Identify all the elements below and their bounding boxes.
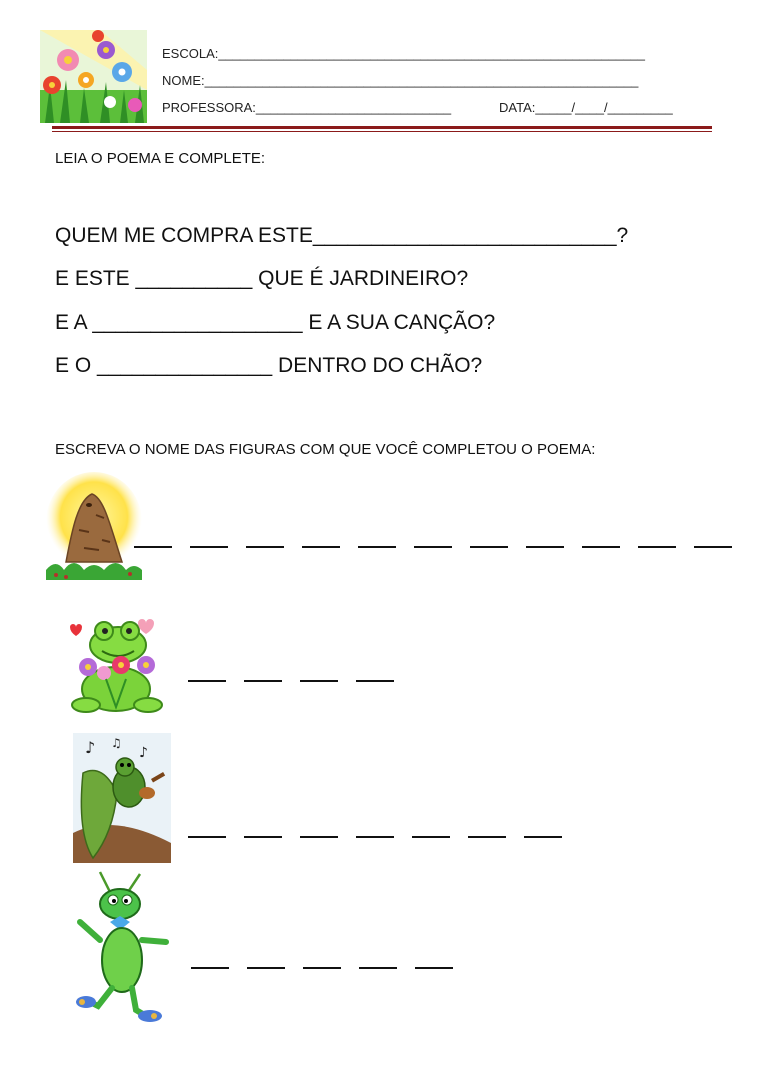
answer-blanks-2 — [188, 680, 394, 682]
header-divider — [52, 126, 712, 129]
poem-line-4: E O _______________ DENTRO DO CHÃO? — [55, 354, 483, 377]
poem-line-2: E ESTE __________ QUE É JARDINEIRO? — [55, 267, 469, 290]
read-instruction: LEIA O POEMA E COMPLETE: — [55, 150, 266, 167]
header-divider-thin — [52, 131, 712, 132]
answer-blanks-4 — [191, 967, 453, 969]
poem-line-1: QUEM ME COMPRA ESTE__________________________? — [55, 224, 629, 247]
svg-text:♫: ♫ — [111, 736, 122, 750]
teacher-field: PROFESSORA:___________________________ — [162, 100, 452, 115]
svg-text:♪: ♪ — [85, 738, 96, 757]
name-field: NOME:____________________________________________________________ — [162, 73, 639, 88]
answer-blanks-3 — [188, 836, 562, 838]
answer-blanks-1 — [134, 546, 732, 548]
write-names-instruction: ESCREVA O NOME DAS FIGURAS COM QUE VOCÊ COMPLETOU O POEMA: — [55, 441, 596, 458]
poem-line-3: E A __________________ E A SUA CANÇÃO? — [55, 311, 496, 334]
svg-text:♪: ♪ — [139, 745, 148, 761]
grasshopper-icon — [70, 870, 174, 1025]
date-field: DATA:_____/____/_________ — [499, 100, 673, 115]
cicada-with-guitar-icon — [73, 733, 171, 863]
anthill-icon — [44, 470, 144, 585]
flower-garden-icon — [40, 30, 147, 123]
school-field: ESCOLA:___________________________________________________________ — [162, 46, 645, 61]
frog-with-flowers-icon — [66, 617, 170, 719]
